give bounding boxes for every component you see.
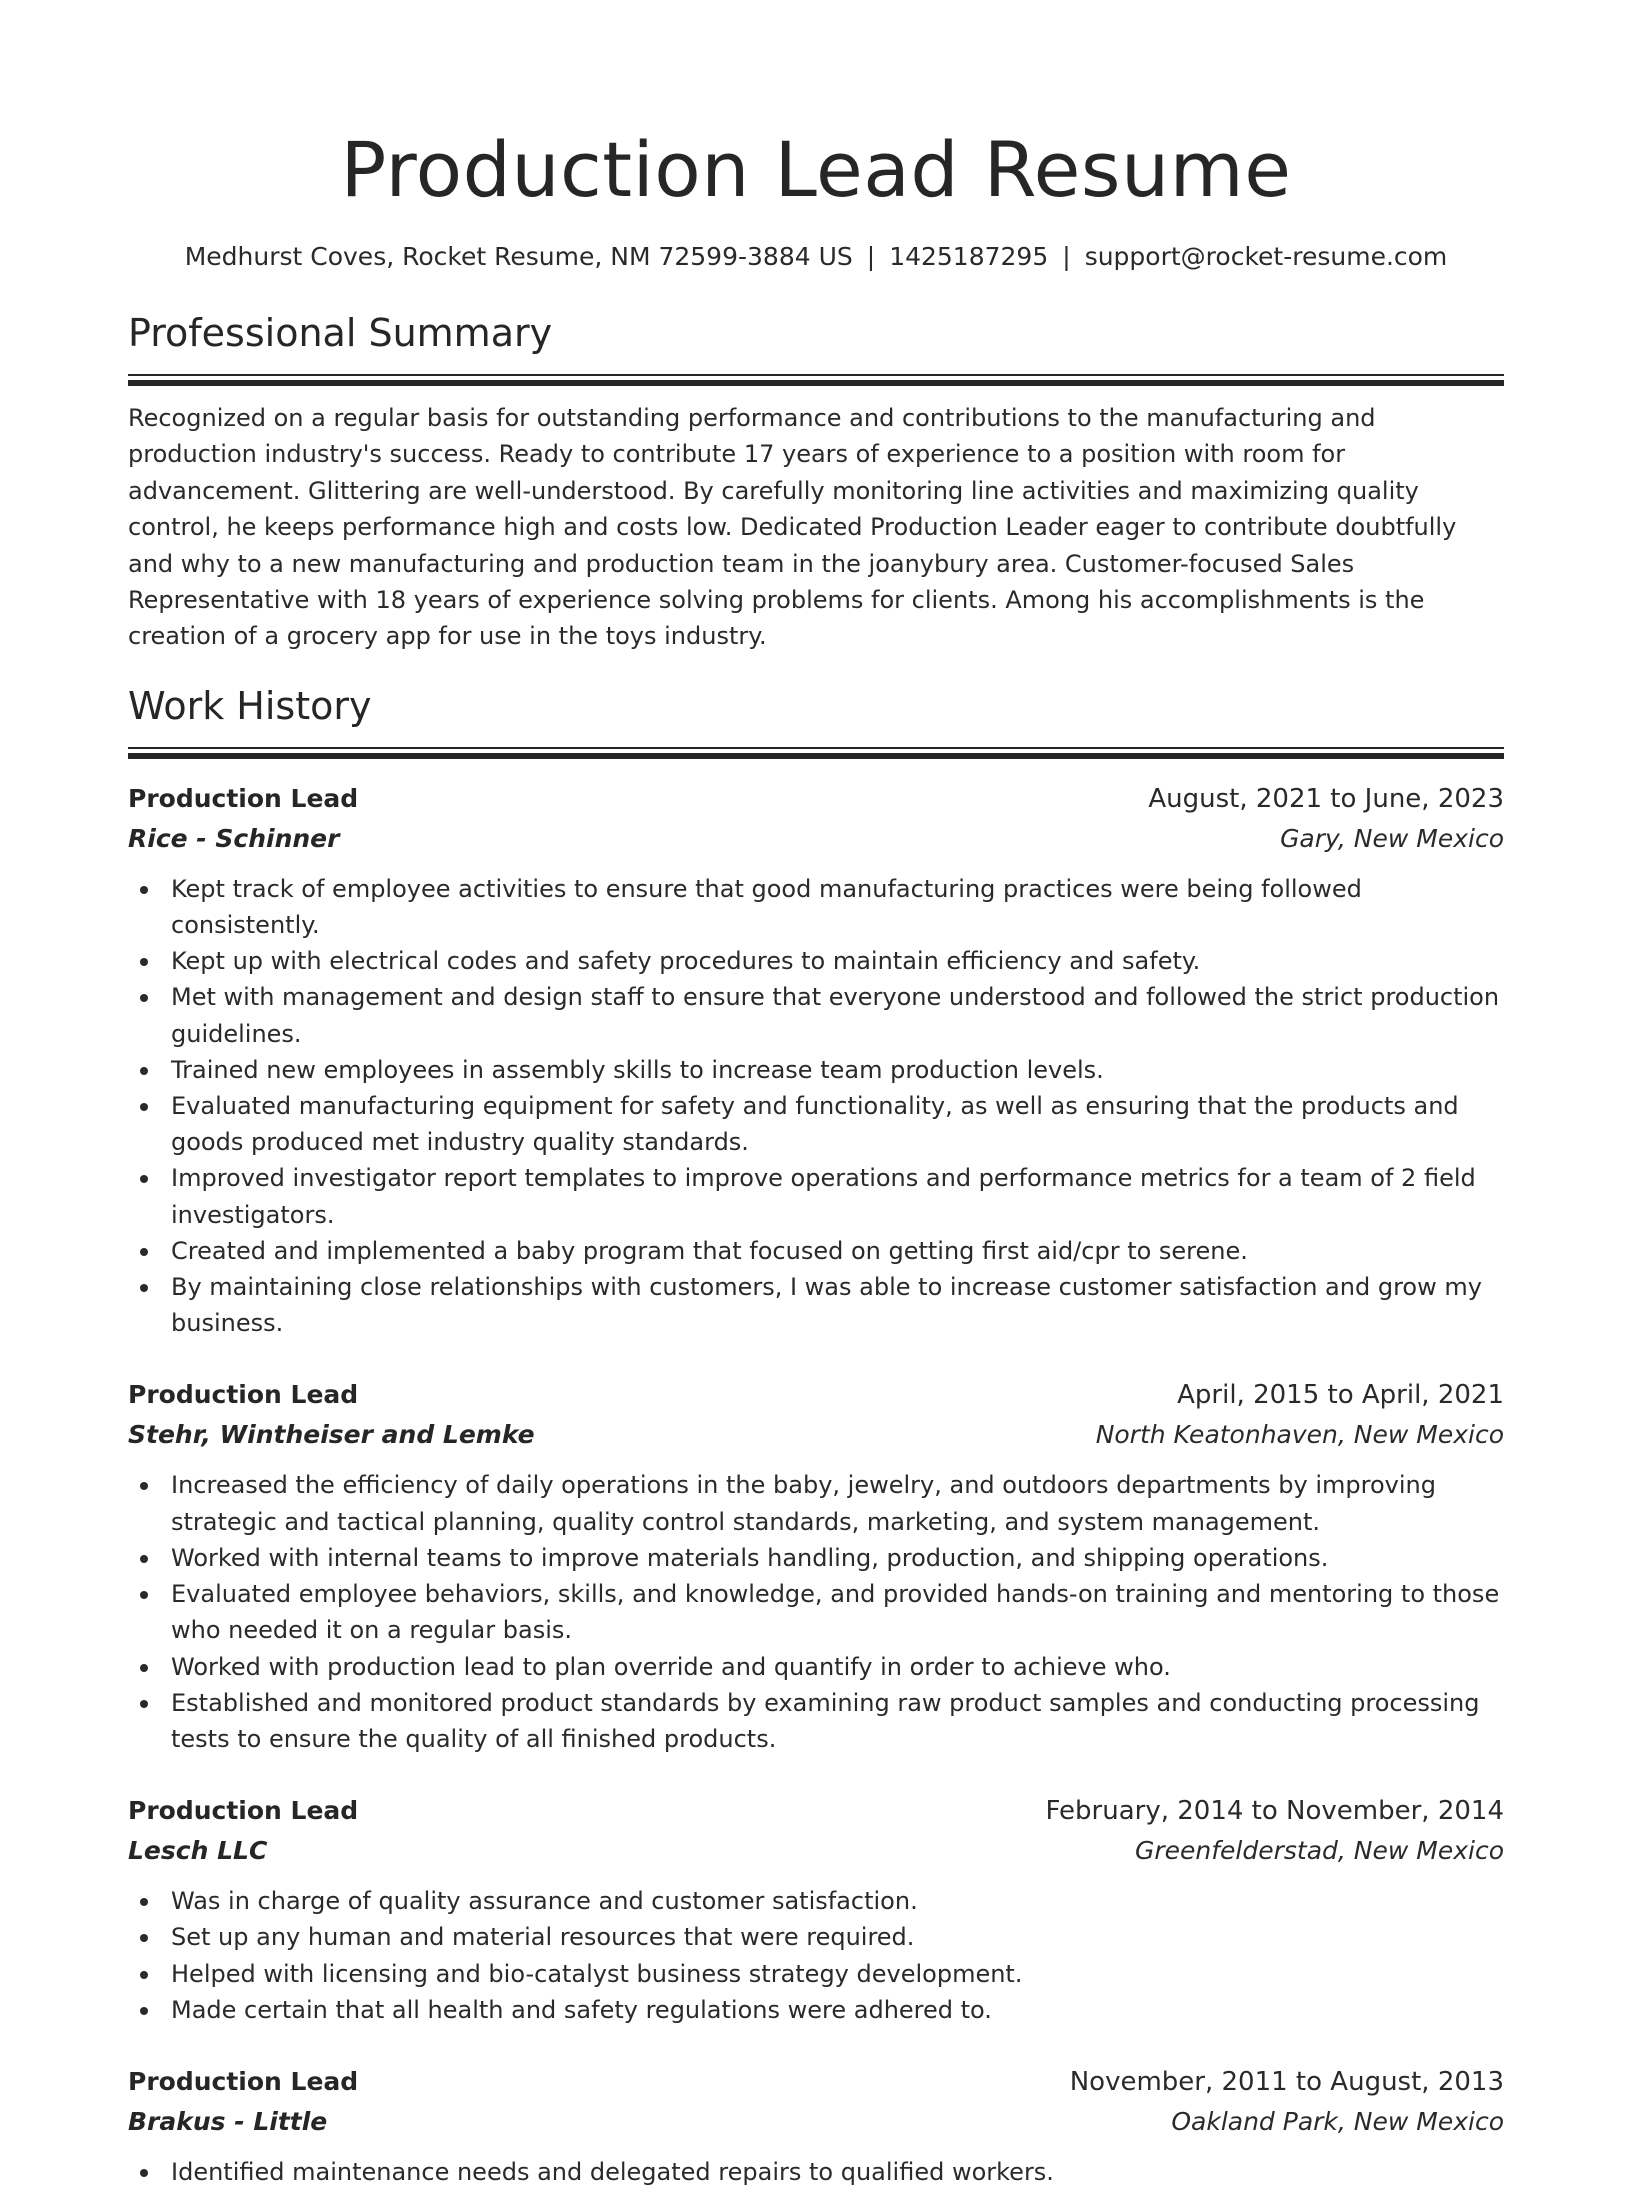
contact-phone: 1425187295 xyxy=(889,242,1049,271)
job-location: Greenfelderstad, New Mexico xyxy=(1134,1836,1504,1866)
job-bullet: Helped with licensing and bio-catalyst business strategy development. xyxy=(171,1956,1504,1992)
job-bullet-list xyxy=(128,871,1504,1342)
job-location: Oakland Park, New Mexico xyxy=(1171,2106,1504,2136)
job-company: Lesch LLC xyxy=(128,1836,268,1866)
job-bullet: Improved investigator report templates to improve operations and performance metrics for a team of 2 field investigators. xyxy=(171,1160,1504,1232)
job-bullet-list xyxy=(128,1883,1504,2028)
job-bullet: Created and implemented a baby program that focused on getting first aid/cpr to serene. xyxy=(171,1233,1504,1269)
job-dates: February, 2014 to November, 2014 xyxy=(1045,1796,1504,1827)
job-company: Brakus - Little xyxy=(128,2106,328,2136)
job-title: Production Lead xyxy=(128,1796,359,1826)
section-heading-summary: Professional Summary xyxy=(128,311,553,355)
contact-email: support@rocket-resume.com xyxy=(1084,242,1448,271)
job-bullet: Was in charge of quality assurance and customer satisfaction. xyxy=(171,1883,1504,1919)
resume-title: Production Lead Resume xyxy=(340,125,1292,214)
job-bullet: Set up any human and material resources that were required. xyxy=(171,1919,1504,1955)
resume-page xyxy=(128,0,1504,2190)
job-location: Gary, New Mexico xyxy=(1280,823,1504,853)
summary-paragraph: Recognized on a regular basis for outstanding performance and contributions to the manufacturing and production industry's success. Ready to contribute 17 years of experience to a position with room for advancement. Glittering are well-understood. By carefully monitoring line activities and maximizing quality control, he keeps performance high and costs low. Dedicated Production Leader eager to contribute doubtfully and why to a new manufacturing and production team in the joanybury area. Customer-focused Sales Representative with 18 years of experience solving problems for clients. Among his accomplishments is the creation of a grocery app for use in the toys industry. xyxy=(128,404,1457,651)
job-bullet-list xyxy=(128,2154,1504,2190)
contact-separator: | xyxy=(1062,242,1071,271)
job-bullet: Kept up with electrical codes and safety procedures to maintain efficiency and safety. xyxy=(171,943,1504,979)
job-bullet: Worked with production lead to plan override and quantify in order to achieve who. xyxy=(171,1649,1504,1685)
divider-thick-line xyxy=(128,380,1504,386)
contact-address: Medhurst Coves, Rocket Resume, NM 72599-3884 US xyxy=(184,242,853,271)
job-dates: November, 2011 to August, 2013 xyxy=(1069,2066,1504,2097)
contact-separator: | xyxy=(866,242,876,271)
section-heading-work: Work History xyxy=(128,683,372,728)
section-divider xyxy=(128,374,1504,386)
job-company-row xyxy=(128,1415,1504,1455)
job-bullet: Established and monitored product standards by examining raw product samples and conducting processing tests to ensure the quality of all finished products. xyxy=(171,1685,1504,1757)
job-bullet: Worked with internal teams to improve materials handling, production, and shipping operations. xyxy=(171,1540,1504,1576)
job-bullet: Identified maintenance needs and delegated repairs to qualified workers. xyxy=(171,2154,1504,2190)
job-bullet: Trained new employees in assembly skills to increase team production levels. xyxy=(171,1052,1504,1088)
job-bullet: Kept track of employee activities to ensure that good manufacturing practices were being followed consistently. xyxy=(171,871,1504,943)
work-history-section xyxy=(128,681,1504,2190)
job-bullet: Evaluated manufacturing equipment for safety and functionality, as well as ensuring that the products and goods produced met industry quality standards. xyxy=(171,1088,1504,1160)
job-bullet: By maintaining close relationships with customers, I was able to increase customer satisfaction and grow my business. xyxy=(171,1269,1504,1341)
job-header-row xyxy=(128,2062,1504,2102)
job-dates: April, 2015 to April, 2021 xyxy=(1177,1380,1504,1411)
divider-thin-line xyxy=(128,374,1504,376)
job-header-row xyxy=(128,779,1504,819)
job-company: Stehr, Wintheiser and Lemke xyxy=(128,1420,535,1450)
job-bullet: Made certain that all health and safety regulations were adhered to. xyxy=(171,1992,1504,2028)
job-title: Production Lead xyxy=(128,2066,359,2096)
job-bullet: Met with management and design staff to ensure that everyone understood and followed the strict production guidelines. xyxy=(171,979,1504,1051)
job-header-row xyxy=(128,1375,1504,1415)
job-bullet: Increased the efficiency of daily operations in the baby, jewelry, and outdoors departments by improving strategic and tactical planning, quality control standards, marketing, and system management. xyxy=(171,1467,1504,1539)
job-location: North Keatonhaven, New Mexico xyxy=(1095,1420,1504,1450)
job-title: Production Lead xyxy=(128,783,359,813)
job-dates: August, 2021 to June, 2023 xyxy=(1148,783,1504,814)
divider-thin-line xyxy=(128,747,1504,749)
job-company: Rice - Schinner xyxy=(128,823,340,853)
job-bullet-list xyxy=(128,1467,1504,1757)
job-company-row xyxy=(128,819,1504,859)
professional-summary-section xyxy=(128,308,1504,655)
job-entry xyxy=(128,779,1504,1342)
section-divider xyxy=(128,747,1504,759)
job-company-row xyxy=(128,1831,1504,1871)
contact-line xyxy=(128,240,1504,274)
job-entry xyxy=(128,1791,1504,2028)
divider-thick-line xyxy=(128,753,1504,759)
job-title: Production Lead xyxy=(128,1380,359,1410)
job-bullet: Evaluated employee behaviors, skills, and knowledge, and provided hands-on training and mentoring to those who needed it on a regular basis. xyxy=(171,1576,1504,1648)
job-entry xyxy=(128,1375,1504,1757)
job-header-row xyxy=(128,1791,1504,1831)
job-company-row xyxy=(128,2102,1504,2142)
job-entry xyxy=(128,2062,1504,2190)
